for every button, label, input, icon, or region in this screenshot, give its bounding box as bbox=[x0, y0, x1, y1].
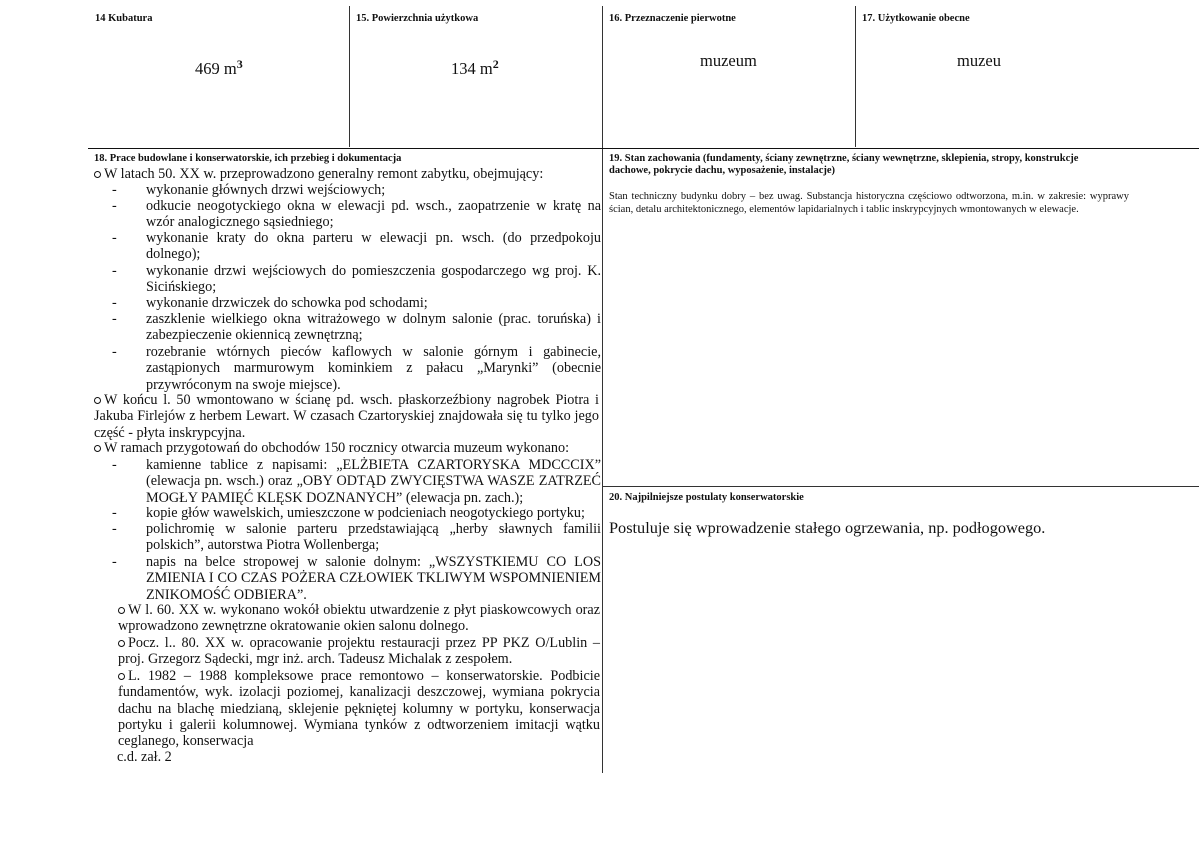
section-18-title: 18. Prace budowlane i konserwatorskie, ich przebieg i dokumentacja bbox=[94, 153, 402, 164]
grid-line bbox=[855, 6, 856, 147]
section-20-title: 20. Najpilniejsze postulaty konserwatorskie bbox=[609, 492, 804, 503]
section-20-text: Postuluje się wprowadzenie stałego ogrzewania, np. podłogowego. bbox=[609, 518, 1046, 537]
paragraph-6: L. 1982 – 1988 kompleksowe prace remontowo – konserwatorskie. Podbicie fundamentów, wyk. izolacji poziomej, kanalizacji deszczowej, wymiana pokrycia dachu na blachę miedzianą, sklejenie pękniętej kolumny w portyku, konserwacja portyku i galerii kolumnowej. Wymiana tynków z odtworzeniem imitacji wątku ceglanego, konserwacja bbox=[118, 668, 600, 750]
uzytkowanie-label: 17. Użytkowanie obecne bbox=[862, 13, 970, 24]
kubatura-value: 469 $m^3$ bbox=[195, 57, 243, 78]
powierzchnia-value: 134 $m^2$ bbox=[451, 57, 499, 78]
paragraph-1: W latach 50. XX w. przeprowadzono generalny remont zabytku, obejmujący: bbox=[94, 166, 543, 182]
paragraph-3: W ramach przygotowań do obchodów 150 rocznicy otwarcia muzeum wykonano: bbox=[94, 440, 569, 456]
uzytkowanie-value: muzeu bbox=[957, 51, 1001, 70]
paragraph-4: W l. 60. XX w. wykonano wokół obiektu utwardzenie z płyt piaskowcowych oraz wprowadzono zewnętrzne okratowanie okien salonu dolnego. bbox=[118, 602, 600, 635]
grid-line bbox=[602, 6, 603, 773]
grid-line bbox=[88, 148, 1199, 149]
kubatura-label: 14 Kubatura bbox=[95, 13, 153, 24]
grid-line bbox=[603, 486, 1199, 487]
przeznaczenie-label: 16. Przeznaczenie pierwotne bbox=[609, 13, 736, 24]
paragraph-2: W końcu l. 50 wmontowano w ścianę pd. wsch. płaskorzeźbiony nagrobek Piotra i Jakuba Firlejów z herbem Lewart. W czasach Czartoryskiej znajdowała się tu tylko jego część - płyta inskrypcyjna. bbox=[94, 392, 599, 441]
bullet-icon bbox=[94, 171, 101, 178]
przeznaczenie-value: muzeum bbox=[700, 51, 757, 70]
grid-line bbox=[349, 6, 350, 147]
powierzchnia-label: 15. Powierzchnia użytkowa bbox=[356, 13, 479, 24]
bullet-icon bbox=[118, 640, 125, 647]
bullet-icon bbox=[94, 397, 101, 404]
section-19-title: 19. Stan zachowania (fundamenty, ściany zewnętrzne, ściany wewnętrzne, sklepienia, stropy, konstrukcje dachowe, pokrycie dachu, wyposażenie, instalacje) bbox=[609, 153, 1079, 176]
bullet-icon bbox=[118, 607, 125, 614]
section-19-text: Stan techniczny budynku dobry – bez uwag. Substancja historyczna częściowo odtworzona, m.in. w zakresie: wyprawy ścian, detalu architektonicznego, elementów lapidarialnych i tablic inskrypcyjnych wmontowanych w elewacje. bbox=[609, 191, 1129, 215]
bullet-icon bbox=[118, 673, 125, 680]
continuation-note: c.d. zał. 2 bbox=[117, 749, 172, 765]
bullet-icon bbox=[94, 445, 101, 452]
paragraph-5: Pocz. l.. 80. XX w. opracowanie projektu restauracji przez PP PKZ O/Lublin – proj. Grzegorz Sądecki, mgr inż. arch. Tadeusz Michalak z zespołem. bbox=[118, 635, 600, 668]
